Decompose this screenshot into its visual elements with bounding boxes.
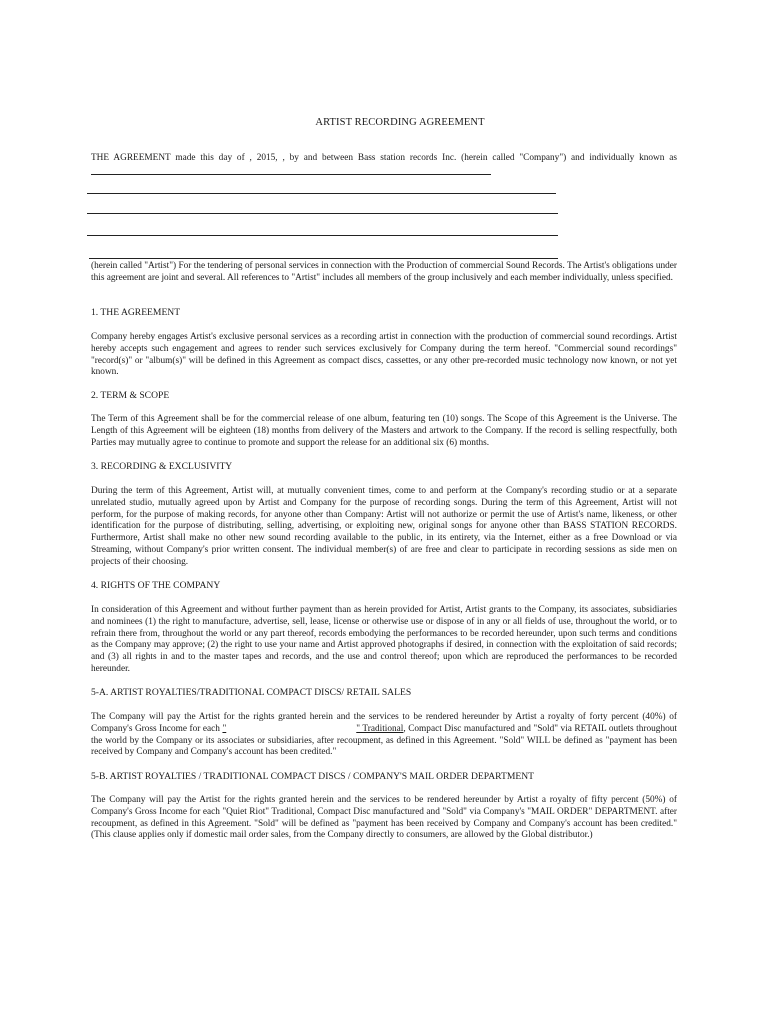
section-1-heading: 1. THE AGREEMENT — [91, 307, 181, 318]
title-blank[interactable] — [222, 724, 403, 734]
signature-line-4[interactable] — [89, 258, 558, 259]
intro-paragraph-2: (herein called "Artist") For the tendering of personal services in connection with the Production of commercial Sound Records. The Artist's obligations under this agreement are joint and several. All references to "Artist" includes all members of the group inclusively and each member individually, unless specified. — [91, 261, 677, 283]
section-4-body: In consideration of this Agreement and without further payment than as herein provided for Artist, Artist grants to the Company, its associates, subsidiaries and nominees (1) the right to manufacture, advertise, sell, lease, license or otherwise use or dispose of in any or all fields of use, throughout the world, or to refrain there from, throughout the world or any part thereof, records embodying the performances to be recorded hereunder, upon such terms and conditions as the Company may approve; (2) the right to use your name and Artist approved photographs if desired, in connection with the exploitation of said records; and (3) all rights in and to the master tapes and records, and the use and control thereof; upon which are reproduced the performances to be recorded hereunder. — [91, 605, 677, 674]
signature-line-3[interactable] — [87, 235, 558, 236]
intro-text: THE AGREEMENT made this day of , 2015, , by and between Bass station records Inc. (herein called "Company") and individually known as — [91, 153, 677, 163]
title-blank-close: " Traditional — [356, 723, 404, 734]
section-3-body: During the term of this Agreement, Artist will, at mutually convenient times, come to and perform at the Company's recording studio or at a separate unrelated studio, mutually agreed upon by Artist and Company for the purpose of recording songs. During the term of this Agreement, Artist will not perform, for the purpose of making records, for anyone other than Company: Artist will not authorize or permit the use of Artist's name, likeness, or other identification for the purpose of distributing, selling, advertising, or exploiting new, original songs for anyone other than BASS STATION RECORDS. Furthermore, Artist shall make no other new sound recording available to the public, in its entirety, via the Internet, either as a free Download or via Streaming, without Company's prior written consent. The individual member(s) of are free and clear to participate in recording sessions as side men on projects of their choosing. — [91, 486, 677, 567]
section-5a-text-1: The Company will pay the Artist for the rights granted herein and the services to be rendered hereunder by Artist a royalty of forty percent (40%) of Company's Gross Income for each — [91, 712, 677, 734]
title-blank-open-quote: " — [222, 723, 227, 734]
signature-line-1[interactable] — [87, 193, 556, 194]
document-title: ARTIST RECORDING AGREEMENT — [315, 117, 485, 128]
section-5b-heading: 5-B. ARTIST ROYALTIES / TRADITIONAL COMPACT DISCS / COMPANY'S MAIL ORDER DEPARTMENT — [91, 771, 535, 782]
artist-name-blank[interactable] — [91, 165, 491, 175]
section-1-body: Company hereby engages Artist's exclusive personal services as a recording artist in connection with the production of commercial sound recordings. Artist hereby accepts such engagement and agrees to render such services exclusively for Company during the term hereof. "Commercial sound recordings" "record(s)" or "album(s)" will be defined in this Agreement as compact discs, cassettes, or any other pre-recorded music technology now known, or not yet known. — [91, 332, 677, 378]
section-2-body: The Term of this Agreement shall be for the commercial release of one album, featuring ten (10) songs. The Scope of this Agreement is the Universe. The Length of this Agreement will be eighteen (18) months from delivery of the Masters and artwork to the Company. If the record is selling respectfully, both Parties may mutually agree to continue to promote and support the release for an additional six (6) months. — [91, 414, 677, 448]
section-2-heading: 2. TERM & SCOPE — [91, 390, 170, 401]
section-4-heading: 4. RIGHTS OF THE COMPANY — [91, 580, 221, 591]
signature-line-2[interactable] — [87, 213, 558, 214]
section-5a-heading: 5-A. ARTIST ROYALTIES/TRADITIONAL COMPACT DISCS/ RETAIL SALES — [91, 687, 412, 698]
intro-paragraph — [91, 153, 677, 180]
section-5a-text-2: , Compact Disc manufactured and "Sold" via RETAIL outlets throughout the world by the Company or its associates or subsidiaries, after recoupment, as defined in this Agreement. "Sold" WILL be defined as "payment has been received by Company and Company's account has been credited." — [91, 723, 677, 758]
section-3-heading: 3. RECORDING & EXCLUSIVITY — [91, 461, 233, 472]
section-5b-body: The Company will pay the Artist for the rights granted herein and the services to be rendered hereunder by Artist a royalty of fifty percent (50%) of Company's Gross Income for each "Quiet Riot" Traditional, Compact Disc manufactured and "Sold" via Company's "MAIL ORDER" DEPARTMENT. after recoupment, as defined in this Agreement. "Sold" will be defined as "payment has been received by Company and Company's account has been credited." (This clause applies only if domestic mail order sales, from the Company directly to consumers, are allowed by the Global distributor.) — [91, 795, 677, 841]
section-5a-body — [91, 712, 677, 759]
